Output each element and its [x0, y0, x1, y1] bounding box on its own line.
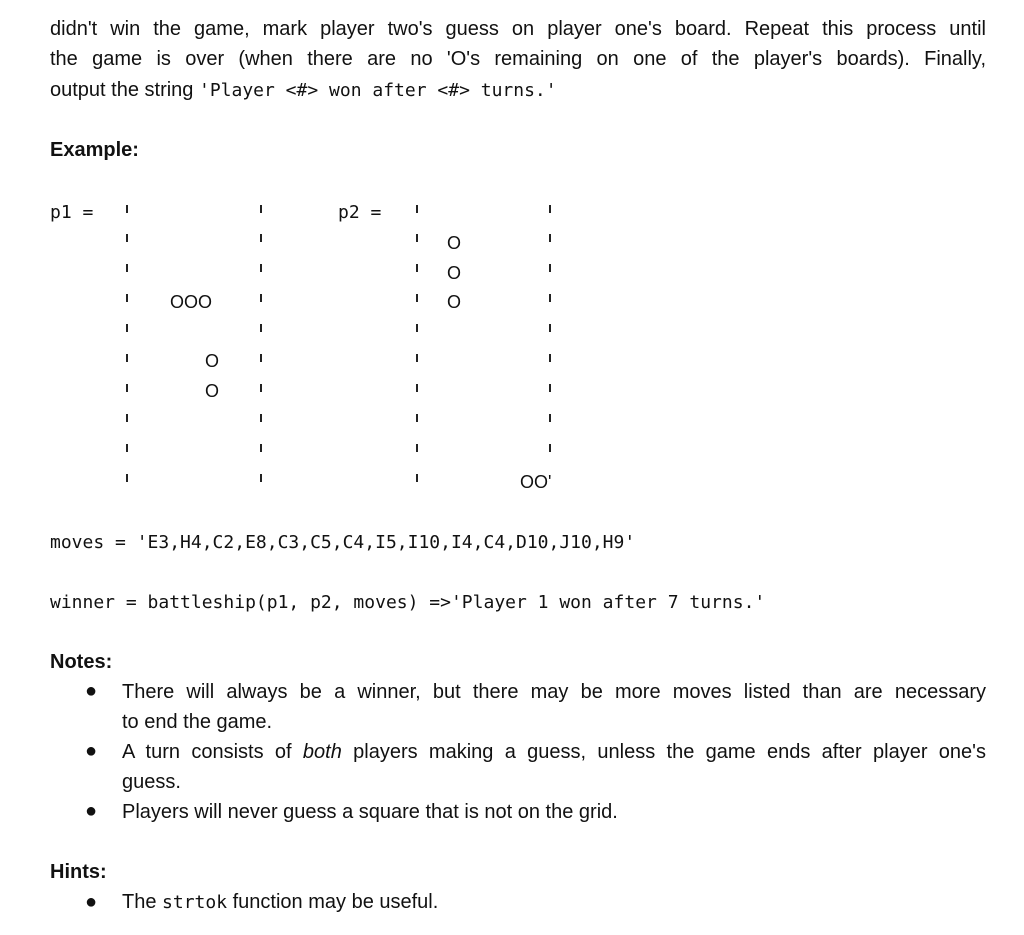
note-3-line-1: Players will never guess a square that is not on the grid. — [122, 801, 618, 823]
board-edge-mark — [549, 414, 551, 422]
board-edge-mark — [416, 234, 418, 242]
board-edge-mark — [416, 324, 418, 332]
note-2-line-2: guess. — [122, 771, 181, 793]
board-edge-mark — [260, 384, 262, 392]
ship-mark: OOO — [170, 292, 213, 312]
board-edge-mark — [549, 234, 551, 242]
board-edge-mark — [260, 264, 262, 272]
board-edge-mark — [260, 294, 262, 302]
intro-line-2: the game is over (when there are no 'O's remaining on one of the player's boards). Finally, — [50, 48, 986, 70]
board-edge-mark — [416, 294, 418, 302]
board-edge-mark — [416, 264, 418, 272]
note-2-prefix: A turn consists of — [122, 741, 303, 763]
hint-1-suffix: function may be useful. — [227, 891, 439, 913]
intro-line-1: didn't win the game, mark player two's guess on player one's board. Repeat this process until — [50, 18, 986, 40]
board-edge-mark — [416, 414, 418, 422]
moves-line: moves = 'E3,H4,C2,E8,C3,C5,C4,I5,I10,I4,C4,D10,J10,H9' — [50, 532, 636, 553]
board-edge-mark — [260, 474, 262, 482]
board-edge-mark — [416, 474, 418, 482]
p1-label: p1 = — [50, 202, 94, 223]
note-1-line-1: There will always be a winner, but there may be more moves listed than are necessary — [122, 681, 986, 703]
board-edge-mark — [416, 444, 418, 452]
ship-mark: O — [205, 351, 220, 371]
board-edge-mark — [416, 354, 418, 362]
board-edge-mark — [126, 384, 128, 392]
note-1-line-2: to end the game. — [122, 711, 273, 733]
intro-line-3 — [50, 79, 557, 102]
board-edge-mark — [126, 324, 128, 332]
board-edge-mark — [126, 294, 128, 302]
board-edge-mark — [416, 384, 418, 392]
ship-mark: O — [205, 381, 220, 401]
bullet-icon: ● — [85, 740, 98, 762]
board-edge-mark — [260, 354, 262, 362]
note-2-emphasis: both — [302, 741, 342, 763]
board-edge-mark — [126, 474, 128, 482]
board-edge-mark — [549, 264, 551, 272]
output-format-code: 'Player <#> won after <#> turns.' — [198, 80, 557, 101]
board-edge-mark — [260, 234, 262, 242]
bullet-icon: ● — [85, 800, 98, 822]
ship-mark: O — [447, 263, 462, 283]
board-edge-mark — [260, 205, 262, 213]
board-edge-mark — [549, 384, 551, 392]
board-edge-mark — [260, 414, 262, 422]
ship-mark: OO' — [520, 472, 552, 492]
board-edge-mark — [549, 354, 551, 362]
intro-line-3-text: output the string — [50, 79, 199, 101]
board-edge-mark — [416, 205, 418, 213]
board-edge-mark — [549, 444, 551, 452]
note-2-suffix: players making a guess, unless the game ends after player one's — [341, 741, 986, 763]
p2-label: p2 = — [338, 202, 382, 223]
board-edge-mark — [126, 264, 128, 272]
board-edge-mark — [549, 294, 551, 302]
bullet-icon: ● — [85, 680, 98, 702]
board-edge-mark — [126, 354, 128, 362]
hints-heading: Hints: — [50, 861, 107, 883]
winner-line: winner = battleship(p1, p2, moves) =>'Player 1 won after 7 turns.' — [50, 592, 766, 613]
notes-heading: Notes: — [50, 651, 113, 673]
board-edge-mark — [126, 444, 128, 452]
board-edge-mark — [549, 205, 551, 213]
board-edge-mark — [260, 444, 262, 452]
board-edge-mark — [126, 234, 128, 242]
bullet-icon: ● — [85, 891, 98, 913]
ship-mark: O — [447, 292, 462, 312]
hint-1 — [122, 891, 438, 914]
ship-mark: O — [447, 233, 462, 253]
board-edge-mark — [126, 205, 128, 213]
note-2-line-1 — [122, 741, 986, 764]
board-edge-mark — [549, 324, 551, 332]
board-edge-mark — [126, 414, 128, 422]
example-heading: Example: — [50, 139, 139, 161]
strtok-code: strtok — [162, 892, 228, 913]
board-edge-mark — [260, 324, 262, 332]
hint-1-prefix: The — [122, 891, 163, 913]
